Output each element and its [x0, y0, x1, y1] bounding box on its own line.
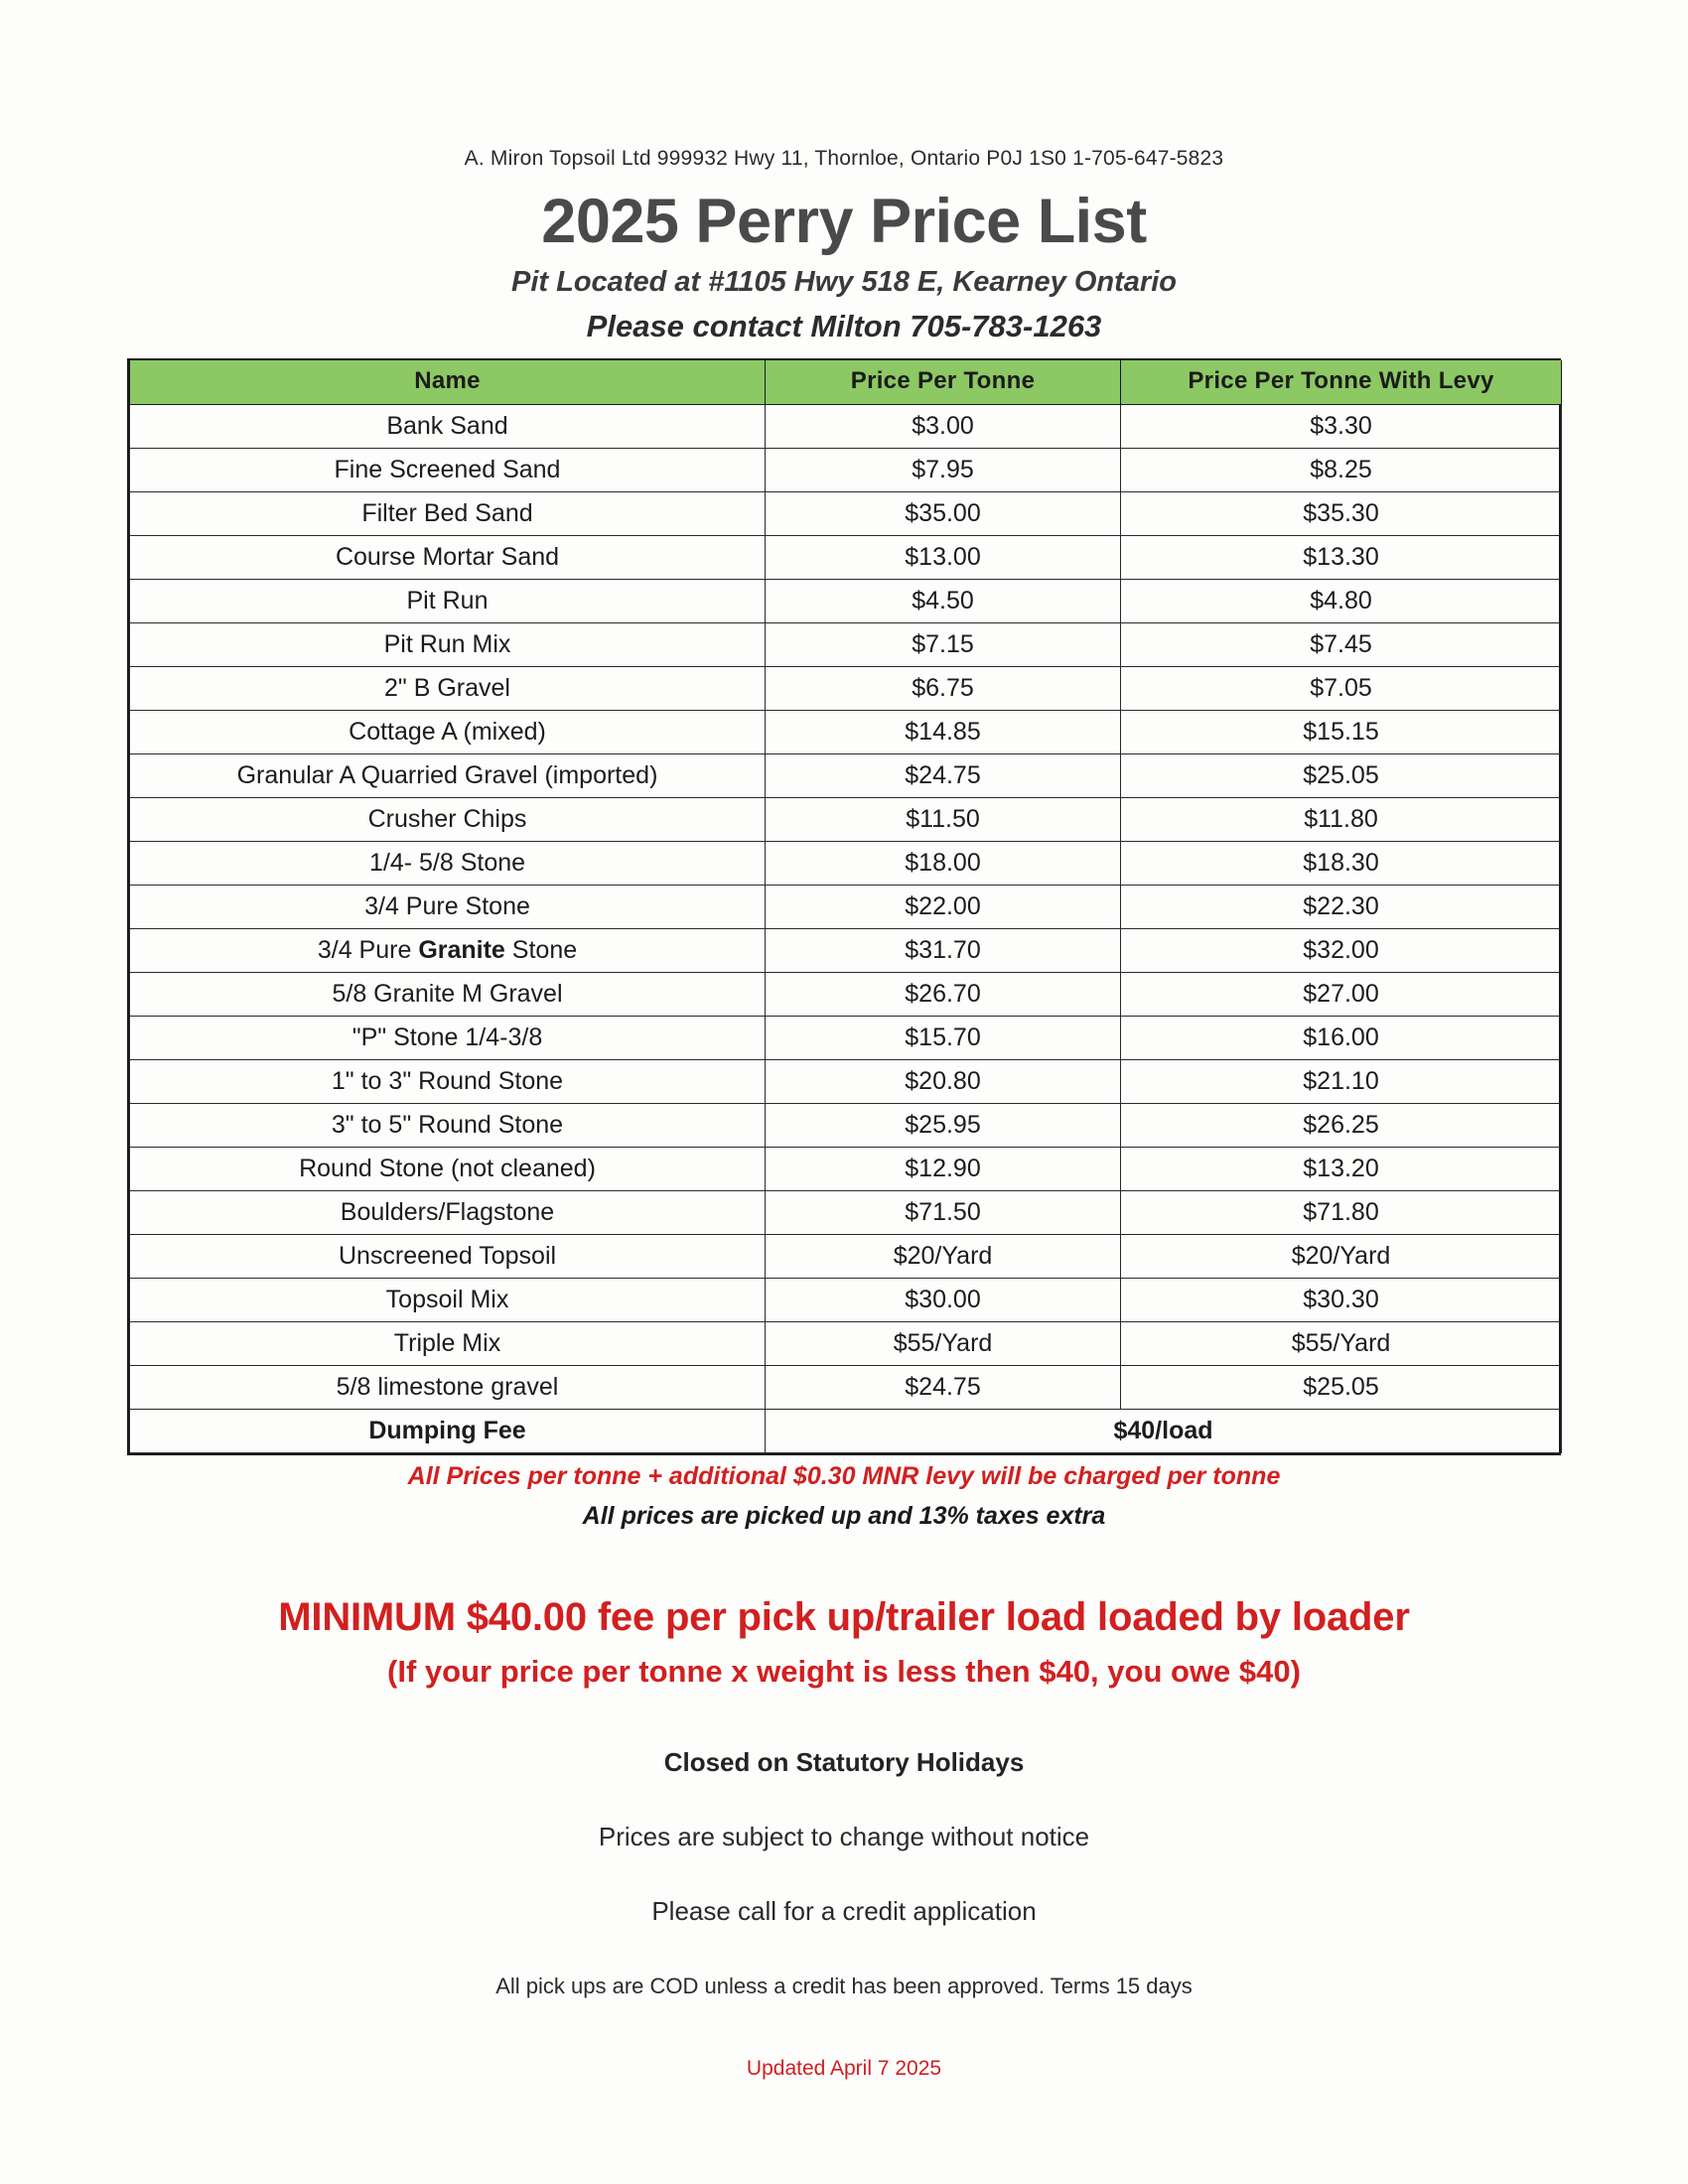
cell-product-name: Cottage A (mixed): [130, 711, 766, 754]
table-row: [130, 405, 1562, 449]
cell-price-per-tonne: $24.75: [766, 1366, 1121, 1410]
updated-date: Updated April 7 2025: [746, 2057, 942, 2081]
cell-dumping-fee-value: $40/load: [766, 1410, 1562, 1453]
table-row: [130, 711, 1562, 754]
cell-price-per-tonne: $30.00: [766, 1279, 1121, 1322]
cell-product-name: Unscreened Topsoil: [130, 1235, 766, 1279]
cell-price-with-levy: $71.80: [1121, 1191, 1562, 1235]
column-header-name: Name: [130, 360, 766, 405]
cell-product-name: 1/4- 5/8 Stone: [130, 842, 766, 886]
cell-price-with-levy: $25.05: [1121, 754, 1562, 798]
cell-price-per-tonne: $24.75: [766, 754, 1121, 798]
levy-note: All Prices per tonne + additional $0.30 MNR levy will be charged per tonne: [407, 1462, 1281, 1491]
column-header-levy: Price Per Tonne With Levy: [1121, 360, 1562, 405]
cell-price-with-levy: $13.20: [1121, 1148, 1562, 1191]
cell-product-name: Filter Bed Sand: [130, 492, 766, 536]
table-row: [130, 580, 1562, 623]
table-row: [130, 929, 1562, 973]
cell-price-per-tonne: $71.50: [766, 1191, 1121, 1235]
document-header: [0, 0, 1688, 344]
cell-price-with-levy: $25.05: [1121, 1366, 1562, 1410]
price-table-body: [130, 405, 1562, 1453]
cell-product-name: Boulders/Flagstone: [130, 1191, 766, 1235]
cell-price-with-levy: $8.25: [1121, 449, 1562, 492]
tax-note: All prices are picked up and 13% taxes extra: [582, 1502, 1106, 1531]
cell-price-with-levy: $32.00: [1121, 929, 1562, 973]
minimum-fee-subtext: (If your price per tonne x weight is less then $40, you owe $40): [387, 1654, 1301, 1690]
cell-price-per-tonne: $26.70: [766, 973, 1121, 1017]
emphasized-word: Granite: [418, 936, 505, 965]
cell-price-per-tonne: $7.15: [766, 623, 1121, 667]
table-row: [130, 1191, 1562, 1235]
cell-product-name: 3/4 Pure Stone: [130, 886, 766, 929]
cell-price-with-levy: $20/Yard: [1121, 1235, 1562, 1279]
cell-price-per-tonne: $20.80: [766, 1060, 1121, 1104]
cell-product-name: Pit Run Mix: [130, 623, 766, 667]
cod-terms-note: All pick ups are COD unless a credit has been approved. Terms 15 days: [495, 1974, 1193, 1999]
table-row: [130, 973, 1562, 1017]
cell-price-with-levy: $7.45: [1121, 623, 1562, 667]
table-row: [130, 1017, 1562, 1060]
table-row: [130, 1060, 1562, 1104]
table-row: [130, 1279, 1562, 1322]
cell-price-with-levy: $30.30: [1121, 1279, 1562, 1322]
table-row: [130, 449, 1562, 492]
table-row: [130, 754, 1562, 798]
cell-price-per-tonne: $4.50: [766, 580, 1121, 623]
cell-product-name: Pit Run: [130, 580, 766, 623]
cell-price-with-levy: $26.25: [1121, 1104, 1562, 1148]
cell-product-name: 1" to 3" Round Stone: [130, 1060, 766, 1104]
table-row: [130, 886, 1562, 929]
dumping-fee-row: [130, 1410, 1562, 1453]
table-row: [130, 842, 1562, 886]
cell-product-name: 3/4 Pure Granite Stone: [130, 929, 766, 973]
cell-price-per-tonne: $31.70: [766, 929, 1121, 973]
table-header-row: [130, 360, 1562, 405]
table-row: [130, 1322, 1562, 1366]
column-header-price: Price Per Tonne: [766, 360, 1121, 405]
cell-product-name: Granular A Quarried Gravel (imported): [130, 754, 766, 798]
company-address-line: A. Miron Topsoil Ltd 999932 Hwy 11, Thornloe, Ontario P0J 1S0 1-705-647-5823: [464, 147, 1224, 170]
cell-price-per-tonne: $20/Yard: [766, 1235, 1121, 1279]
cell-price-per-tonne: $18.00: [766, 842, 1121, 886]
table-row: [130, 623, 1562, 667]
price-table-header: [130, 360, 1562, 405]
subject-to-change-note: Prices are subject to change without notice: [598, 1822, 1090, 1852]
pit-location-line: Pit Located at #1105 Hwy 518 E, Kearney Ontario: [511, 266, 1177, 299]
cell-price-with-levy: $16.00: [1121, 1017, 1562, 1060]
cell-product-name: 5/8 Granite M Gravel: [130, 973, 766, 1017]
cell-price-per-tonne: $12.90: [766, 1148, 1121, 1191]
cell-price-per-tonne: $7.95: [766, 449, 1121, 492]
cell-price-with-levy: $27.00: [1121, 973, 1562, 1017]
page-title: 2025 Perry Price List: [541, 187, 1147, 256]
table-row: [130, 536, 1562, 580]
table-row: [130, 1366, 1562, 1410]
table-row: [130, 1235, 1562, 1279]
cell-price-per-tonne: $14.85: [766, 711, 1121, 754]
cell-product-name: 3" to 5" Round Stone: [130, 1104, 766, 1148]
cell-dumping-fee-label: Dumping Fee: [130, 1410, 766, 1453]
cell-price-with-levy: $55/Yard: [1121, 1322, 1562, 1366]
cell-price-with-levy: $21.10: [1121, 1060, 1562, 1104]
cell-product-name: Course Mortar Sand: [130, 536, 766, 580]
cell-price-per-tonne: $6.75: [766, 667, 1121, 711]
minimum-fee-heading: MINIMUM $40.00 fee per pick up/trailer load loaded by loader: [278, 1595, 1410, 1640]
table-row: [130, 1148, 1562, 1191]
cell-product-name: Triple Mix: [130, 1322, 766, 1366]
cell-price-per-tonne: $55/Yard: [766, 1322, 1121, 1366]
cell-price-per-tonne: $35.00: [766, 492, 1121, 536]
table-row: [130, 492, 1562, 536]
cell-price-per-tonne: $15.70: [766, 1017, 1121, 1060]
cell-product-name: "P" Stone 1/4-3/8: [130, 1017, 766, 1060]
cell-product-name: Crusher Chips: [130, 798, 766, 842]
cell-price-with-levy: $11.80: [1121, 798, 1562, 842]
table-row: [130, 667, 1562, 711]
price-table-container: [127, 358, 1561, 1455]
cell-product-name: 2" B Gravel: [130, 667, 766, 711]
cell-price-with-levy: $15.15: [1121, 711, 1562, 754]
cell-price-with-levy: $35.30: [1121, 492, 1562, 536]
closed-holidays-note: Closed on Statutory Holidays: [663, 1747, 1025, 1778]
contact-line: Please contact Milton 705-783-1263: [586, 309, 1102, 344]
cell-price-per-tonne: $25.95: [766, 1104, 1121, 1148]
cell-price-per-tonne: $22.00: [766, 886, 1121, 929]
cell-product-name: Bank Sand: [130, 405, 766, 449]
cell-price-with-levy: $22.30: [1121, 886, 1562, 929]
cell-price-with-levy: $13.30: [1121, 536, 1562, 580]
cell-price-with-levy: $18.30: [1121, 842, 1562, 886]
cell-price-per-tonne: $11.50: [766, 798, 1121, 842]
cell-price-with-levy: $7.05: [1121, 667, 1562, 711]
table-row: [130, 798, 1562, 842]
cell-product-name: Round Stone (not cleaned): [130, 1148, 766, 1191]
cell-price-with-levy: $4.80: [1121, 580, 1562, 623]
table-row: [130, 1104, 1562, 1148]
price-table: [129, 360, 1562, 1453]
cell-price-per-tonne: $3.00: [766, 405, 1121, 449]
cell-product-name: Fine Screened Sand: [130, 449, 766, 492]
cell-price-per-tonne: $13.00: [766, 536, 1121, 580]
cell-price-with-levy: $3.30: [1121, 405, 1562, 449]
cell-product-name: Topsoil Mix: [130, 1279, 766, 1322]
cell-product-name: 5/8 limestone gravel: [130, 1366, 766, 1410]
credit-application-note: Please call for a credit application: [651, 1896, 1037, 1927]
